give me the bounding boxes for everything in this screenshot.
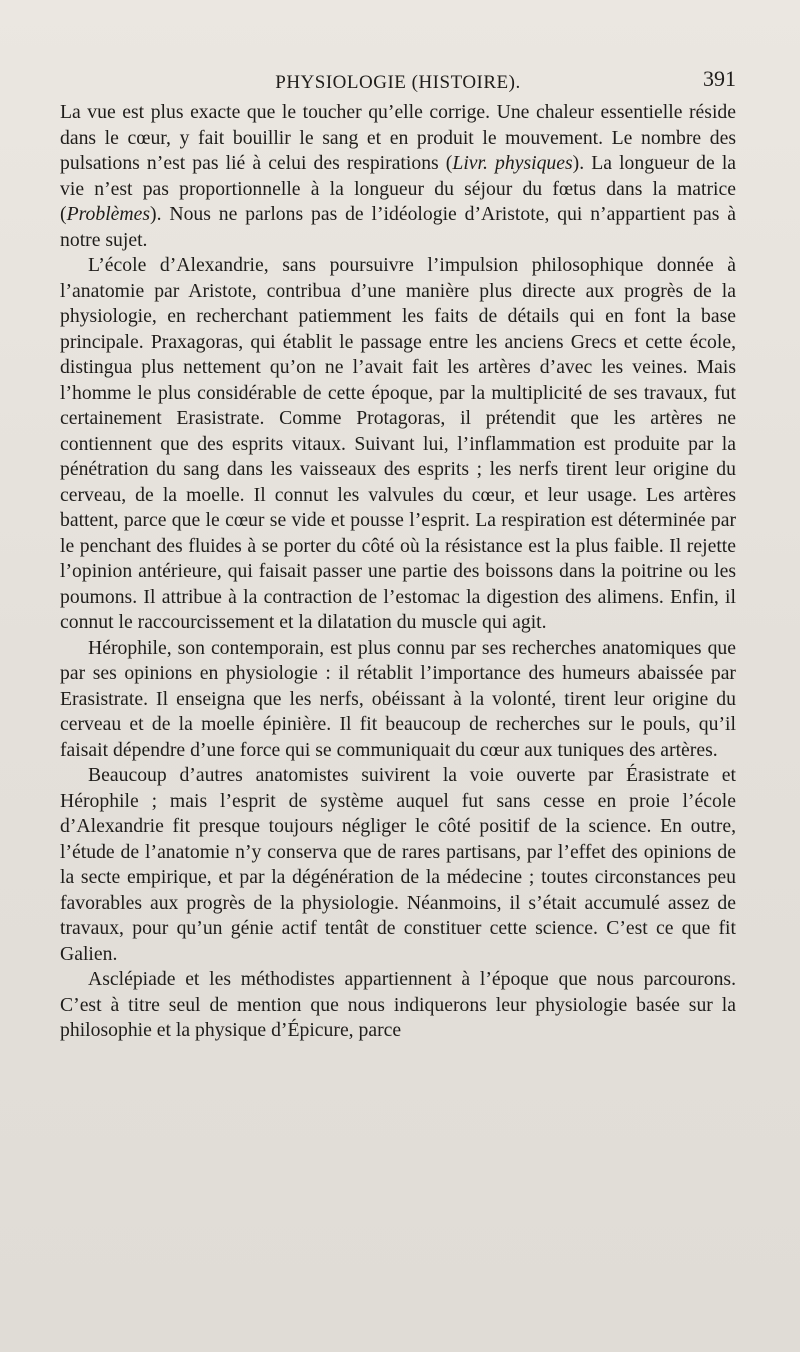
- page-number: 391: [703, 66, 736, 91]
- paragraph-p5: [60, 967, 736, 1044]
- paragraph-p3: [60, 636, 736, 764]
- paragraph-text: Beaucoup d’autres anatomistes suivirent la voie ouverte par Érasistrate et Hérophile ; mais l’esprit de système auquel fut sans cesse en proie l’école d’Alexandrie fit presque toujours négliger le côté positif de la science. En outre, l’étude de l’anatomie n’y conserva que de rares partisans, par l’effet des opinions de la secte empirique, et par la dégénération de la médecine ; toutes circonstances peu favorables aux progrès de la physiologie. Néanmoins, il s’était accumulé assez de travaux, pour qu’un génie actif tentât de constituer cette science. C’est ce que fit Galien.: [60, 764, 736, 965]
- paragraph-text: ). Nous ne parlons pas de l’idéologie d’Aristote, qui n’appartient pas à notre sujet.: [60, 203, 736, 251]
- paragraph-p1: [60, 100, 736, 253]
- paragraph-text: L’école d’Alexandrie, sans poursuivre l’impulsion philosophique donnée à l’anatomie par Aristote, contribua d’une manière plus directe aux progrès de la physiologie, en recherchant patiemment les faits de détails qui en font la base principale. Praxagoras, qui établit le passage entre les anciens Grecs et cette école, distingua plus nettement qu’on ne l’avait fait les artères d’avec les veines. Mais l’homme le plus considérable de cette époque, par la multiplicité de ses travaux, fut certainement Erasistrate. Comme Protagoras, il prétendit que les artères ne contiennent que des esprits vitaux. Suivant lui, l’inflammation est produite par la pénétration du sang dans les vaisseaux des esprits ; les nerfs tirent leur origine du cerveau, de la moelle. Il connut les valvules du cœur, et leur usage. Les artères battent, parce que le cœur se vide et pousse l’esprit. La respiration est déterminée par le penchant des fluides à se porter du côté où la résistance est la plus faible. Il rejette l’opinion antérieure, qui faisait passer une partie des boissons dans la poitrine ou les poumons. Il attribue à la contraction de l’estomac la digestion des alimens. Enfin, il connut le raccourcissement et la dilatation du muscle qui agit.: [60, 254, 736, 633]
- running-header: [60, 66, 736, 100]
- body-text: [60, 100, 736, 1044]
- paragraph-p4: [60, 763, 736, 967]
- paragraph-text: ). La longueur de la vie n’est pas proportionnelle à la longueur du séjour du fœtus dans la matrice (: [60, 152, 737, 225]
- paragraph-text: Asclépiade et les méthodistes appartiennent à l’époque que nous parcourons. C’est à titre seul de mention que nous indiquerons leur physiologie basée sur la philosophie et la physique d’Épicure, parce: [60, 968, 736, 1041]
- italic-citation: Livr. physiques: [452, 152, 573, 174]
- paragraph-p2: [60, 253, 736, 636]
- running-title: PHYSIOLOGIE (HISTOIRE).: [275, 72, 521, 93]
- italic-citation: Problèmes: [66, 203, 151, 225]
- paragraph-text: La vue est plus exacte que le toucher qu’elle corrige. Une chaleur essentielle réside dans le cœur, y fait bouillir le sang et en produit le mouvement. Le nombre des pulsations n’est pas lié à celui des respirations (: [60, 101, 736, 174]
- paragraph-text: Hérophile, son contemporain, est plus connu par ses recherches anatomiques que par ses opinions en physiologie : il rétablit l’importance des humeurs abaissée par Erasistrate. Il enseigna que les nerfs, obéissant à la volonté, tirent leur origine du cerveau et de la moelle épinière. Il fit beaucoup de recherches sur le pouls, qu’il faisait dépendre d’une force qui se communiquait du cœur aux tuniques des artères.: [60, 636, 736, 761]
